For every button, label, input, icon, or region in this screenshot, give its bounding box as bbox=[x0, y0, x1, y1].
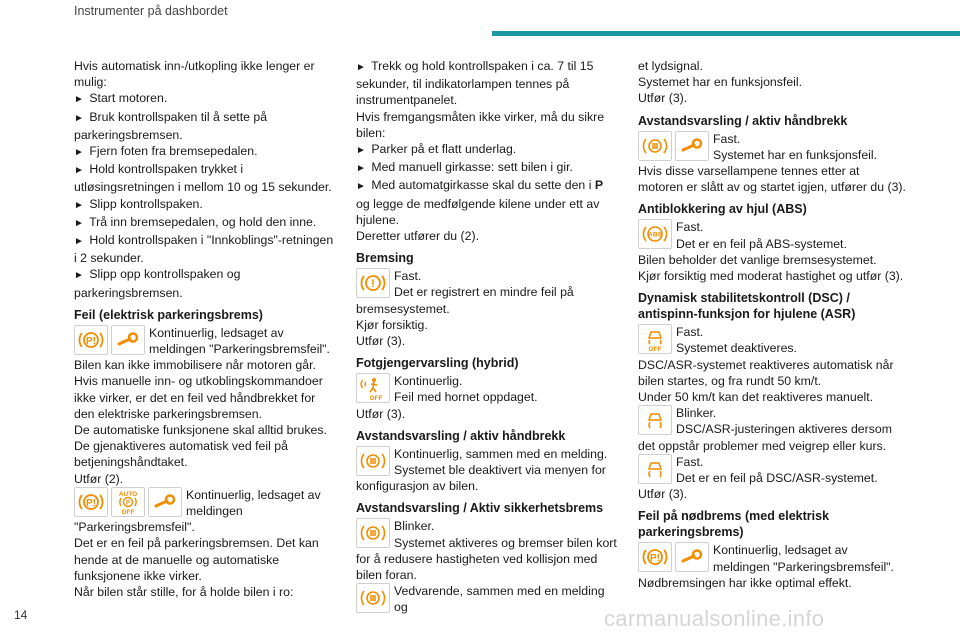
pedestrian-alert-off-icon bbox=[356, 373, 390, 403]
step: ► Slipp opp kontrollspaken og parkeringsbremsen. bbox=[74, 267, 241, 300]
parking-brake-fault-icon bbox=[638, 542, 672, 572]
dsc-off-icon bbox=[638, 324, 672, 354]
warning-row bbox=[638, 454, 906, 486]
svg-text:P!: P! bbox=[650, 553, 660, 565]
section-heading: Feil (elektrisk parkeringsbrems) bbox=[74, 307, 263, 322]
auto-parking-brake-off-icon bbox=[111, 487, 145, 517]
warning-row bbox=[638, 219, 906, 251]
paragraph: Hvis manuelle inn- og utkoblingskommandoer ikke virker, er det en feil ved håndbrekket for den elektriske parkeringsbremsen. bbox=[74, 374, 323, 421]
paragraph: De automatiske funksjonene skal alltid brukes. bbox=[74, 423, 327, 438]
step: ► Trekk og hold kontrollspaken i ca. 7 til 15 sekunder, til indikatorlampen tennes på instrumentpanelet. bbox=[356, 59, 594, 108]
paragraph: "Parkeringsbremsfeil". bbox=[74, 520, 195, 535]
paragraph: Når bilen står stille, for å holde bilen i ro: bbox=[74, 585, 294, 600]
distance-alert-icon bbox=[356, 583, 390, 613]
arrow-icon: ► bbox=[74, 112, 84, 124]
section-heading: Avstandsvarsling / aktiv håndbrekk bbox=[638, 113, 848, 128]
brake-warning-icon bbox=[356, 268, 390, 298]
warning-state: Fast. bbox=[676, 454, 704, 469]
column-2 bbox=[356, 58, 620, 616]
dsc-icon bbox=[638, 405, 672, 435]
warning-state: Fast. bbox=[676, 325, 704, 340]
distance-alert-icon bbox=[356, 518, 390, 548]
page-header-title: Instrumenter på dashbordet bbox=[74, 4, 228, 18]
paragraph: Hvis automatisk inn-/utkopling ikke lenger er mulig: bbox=[74, 59, 315, 90]
warning-description: Kontinuerlig, ledsaget av meldingen "Parkeringsbremsfeil". bbox=[713, 543, 894, 574]
svg-text:P: P bbox=[125, 500, 131, 507]
warning-description: Det er registrert en mindre feil på bbox=[394, 285, 574, 300]
arrow-icon: ► bbox=[356, 145, 366, 157]
arrow-icon: ► bbox=[74, 165, 84, 177]
warning-state: Blinker. bbox=[394, 519, 435, 534]
step: ► Hold kontrollspaken i "Innkoblings"-retningen i 2 sekunder. bbox=[74, 233, 334, 266]
paragraph: Utfør (3). bbox=[356, 334, 406, 349]
paragraph: et lydsignal. bbox=[638, 59, 703, 73]
step: ► Parker på et flatt underlag. bbox=[356, 142, 517, 157]
warning-state: Kontinuerlig, sammen med en melding. bbox=[394, 446, 608, 461]
arrow-icon: ► bbox=[74, 147, 84, 159]
paragraph: bremsesystemet. bbox=[356, 301, 450, 316]
wrench-icon bbox=[675, 131, 709, 161]
paragraph: Utfør (3). bbox=[638, 91, 688, 106]
svg-text:OFF: OFF bbox=[648, 346, 662, 353]
paragraph: Det er en feil på parkeringsbremsen. Det kan hende at de manuelle og automatiske funksjonene ikke virker. bbox=[74, 536, 319, 583]
header-accent-bar bbox=[492, 31, 960, 36]
paragraph: DSC/ASR-systemet reaktiveres automatisk når bilen startes, og fra rundt 50 km/t. bbox=[638, 357, 894, 388]
svg-text:!: ! bbox=[371, 278, 375, 291]
paragraph: det oppstår problemer med veigrep eller kurs. bbox=[638, 438, 887, 453]
svg-text:AUTO: AUTO bbox=[118, 490, 138, 498]
paragraph: Kjør forsiktig. bbox=[356, 317, 428, 332]
warning-state: Fast. bbox=[394, 269, 422, 284]
section-heading: Avstandsvarsling / Aktiv sikkerhetsbrems bbox=[356, 501, 604, 516]
wrench-icon bbox=[148, 487, 182, 517]
wrench-icon bbox=[111, 325, 145, 355]
warning-description: Systemet deaktiveres. bbox=[676, 341, 797, 356]
warning-row bbox=[356, 446, 620, 478]
svg-text:P!: P! bbox=[86, 497, 96, 509]
section-heading: Bremsing bbox=[356, 251, 414, 266]
step: ► Bruk kontrollspaken til å sette på parkeringsbremsen. bbox=[74, 109, 268, 142]
dsc-icon bbox=[638, 454, 672, 484]
warning-state: Blinker. bbox=[676, 406, 717, 421]
step: ► Med manuell girkasse: sett bilen i gir. bbox=[356, 160, 573, 175]
warning-description: Det er en feil på DSC/ASR-systemet. bbox=[676, 471, 878, 486]
svg-text:P!: P! bbox=[86, 335, 96, 347]
paragraph: Hvis disse varsellampene tennes etter at motoren er slått av og startet igjen, utfører du (3). bbox=[638, 164, 906, 195]
column-3 bbox=[638, 58, 906, 591]
paragraph: Hvis fremgangsmåten ikke virker, må du sikre bilen: bbox=[356, 109, 605, 140]
step: ► Start motoren. bbox=[74, 91, 168, 106]
warning-description: Kontinuerlig, ledsaget av meldingen bbox=[186, 487, 321, 519]
warning-row bbox=[638, 131, 906, 163]
distance-alert-icon bbox=[356, 446, 390, 476]
svg-text:ABS: ABS bbox=[648, 231, 662, 239]
paragraph: konfigurasjon av bilen. bbox=[356, 479, 479, 494]
warning-row bbox=[638, 542, 906, 574]
warning-row bbox=[356, 268, 620, 300]
page-number: 14 bbox=[14, 608, 28, 622]
paragraph: Kjør forsiktig med moderat hastighet og utfør (3). bbox=[638, 269, 904, 284]
arrow-icon: ► bbox=[356, 62, 366, 73]
section-heading: Avstandsvarsling / aktiv håndbrekk bbox=[356, 428, 566, 443]
arrow-icon: ► bbox=[74, 94, 84, 106]
parking-brake-fault-icon bbox=[74, 487, 108, 517]
warning-state: Fast. bbox=[676, 220, 704, 235]
paragraph: Utfør (2). bbox=[74, 471, 124, 486]
arrow-icon: ► bbox=[74, 236, 84, 248]
paragraph: Systemet har en funksjonsfeil. bbox=[638, 75, 803, 90]
svg-text:OFF: OFF bbox=[369, 395, 383, 402]
warning-description: Det er en feil på ABS-systemet. bbox=[676, 236, 847, 251]
paragraph: Bilen beholder det vanlige bremsesystemet. bbox=[638, 252, 877, 267]
warning-row bbox=[74, 487, 338, 519]
section-heading: Feil på nødbrems (med elektrisk parkeringsbrems) bbox=[638, 509, 830, 540]
paragraph: De gjenaktiveres automatisk ved feil på betjeningshåndtaket. bbox=[74, 439, 288, 470]
step: ► Slipp kontrollspaken. bbox=[74, 196, 203, 211]
warning-description: Systemet har en funksjonsfeil. bbox=[713, 147, 878, 162]
section-heading: Fotgjengervarsling (hybrid) bbox=[356, 356, 519, 371]
arrow-icon: ► bbox=[74, 199, 84, 211]
paragraph: Nødbremsingen har ikke optimal effekt. bbox=[638, 575, 852, 590]
step: ► Fjern foten fra bremsepedalen. bbox=[74, 144, 258, 159]
paragraph: Utfør (3). bbox=[356, 406, 406, 421]
warning-description: Kontinuerlig, ledsaget av meldingen "Parkeringsbremsfeil". bbox=[149, 325, 330, 357]
abs-icon bbox=[638, 219, 672, 249]
paragraph: Deretter utfører du (2). bbox=[356, 229, 480, 244]
section-heading: Antiblokkering av hjul (ABS) bbox=[638, 202, 807, 217]
warning-description: Systemet ble deaktivert via menyen for bbox=[394, 463, 606, 478]
section-heading: Dynamisk stabilitetskontroll (DSC) / antispinn-funksjon for hjulene (ASR) bbox=[638, 291, 856, 322]
warning-row bbox=[356, 518, 620, 550]
arrow-icon: ► bbox=[74, 270, 84, 282]
warning-row bbox=[356, 373, 620, 405]
arrow-icon: ► bbox=[74, 217, 84, 229]
warning-row bbox=[356, 583, 620, 615]
paragraph: for å redusere hastigheten ved kollisjon med bilen foran. bbox=[356, 551, 598, 583]
warning-description: Systemet aktiveres og bremser bilen kort bbox=[394, 535, 617, 550]
arrow-icon: ► bbox=[356, 181, 366, 193]
warning-row bbox=[638, 405, 906, 437]
column-1 bbox=[74, 58, 338, 600]
paragraph: Under 50 km/t kan det reaktiveres manuelt. bbox=[638, 390, 874, 405]
parking-brake-fault-icon bbox=[74, 325, 108, 355]
wrench-icon bbox=[675, 542, 709, 572]
watermark: carmanualsonline.info bbox=[604, 606, 825, 631]
warning-description: Feil med hornet oppdaget. bbox=[394, 390, 538, 405]
warning-row bbox=[74, 325, 338, 357]
warning-description: Vedvarende, sammen med en melding og bbox=[394, 584, 605, 615]
distance-alert-icon bbox=[638, 131, 672, 161]
paragraph: Utfør (3). bbox=[638, 487, 688, 502]
warning-description: DSC/ASR-justeringen aktiveres dersom bbox=[676, 422, 892, 437]
warning-state: Kontinuerlig. bbox=[394, 374, 463, 389]
arrow-icon: ► bbox=[356, 163, 366, 175]
warning-row bbox=[638, 324, 906, 356]
warning-state: Fast. bbox=[713, 131, 741, 146]
step: ► Trå inn bremsepedalen, og hold den inne. bbox=[74, 214, 317, 229]
step: ► Med automatgirkasse skal du sette den i P og legge de medfølgende kilene under ett av hjulene. bbox=[356, 178, 604, 227]
paragraph: Bilen kan ikke immobilisere når motoren går. bbox=[74, 358, 316, 373]
svg-text:OFF: OFF bbox=[121, 508, 135, 515]
step: ► Hold kontrollspaken trykket i utløsingsretningen i mellom 10 og 15 sekunder. bbox=[74, 162, 332, 195]
